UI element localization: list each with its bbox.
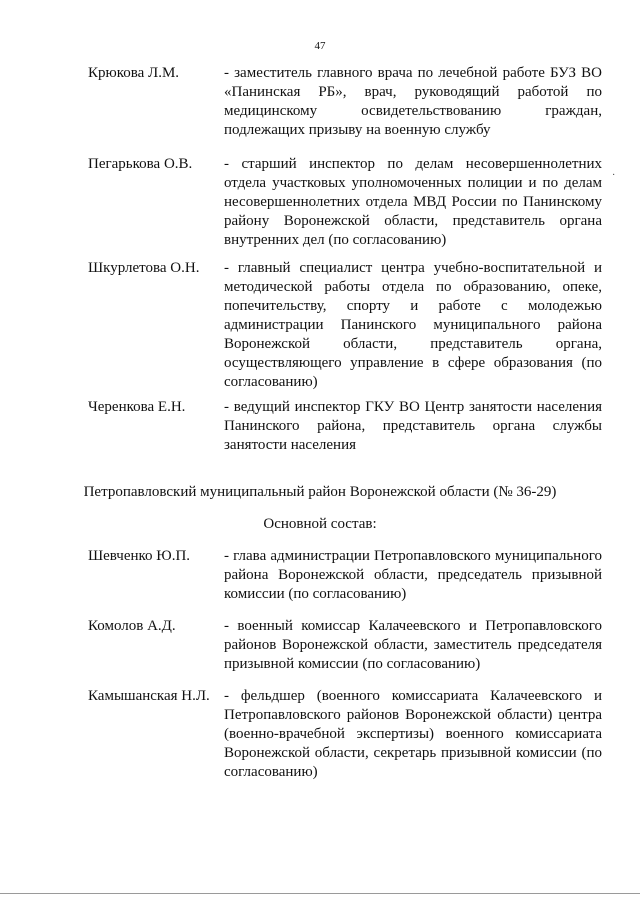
member-name: Камышанская Н.Л. [88,688,210,704]
page-number: 47 [314,40,326,52]
member-name: Комолов А.Д. [88,618,176,634]
section-subtitle: Основной состав: [263,516,377,532]
member-name: Черенкова Е.Н. [88,399,186,415]
member-name: Крюкова Л.М. [88,65,180,81]
member-description: - главный специалист центра учебно-воспитательной и методической работы отдела по образованию, опеке, попечительству, спорту и работе с молодежью администрации Панинского муниципального района Воронежской области, представитель органа, осуществляющего управление в сфере образования (по согласованию) [224,260,602,390]
member-name: Шевченко Ю.П. [88,548,191,564]
member-description: - военный комиссар Калачеевского и Петропавловского районов Воронежской области, заместитель председателя призывной комиссии (по согласованию) [224,618,602,672]
scan-bottom-line [0,893,640,894]
section-title: Петропавловский муниципальный район Воронежской области (№ 36-29) [83,484,557,500]
member-name: Шкурлетова О.Н. [88,260,200,276]
member-description: - старший инспектор по делам несовершеннолетних отдела участковых уполномоченных полиции и по делам несовершеннолетних отдела МВД России по Панинскому району Воронежской области, представитель органа внутренних дел (по согласованию) [224,156,602,248]
member-description: - фельдшер (военного комиссариата Калачеевского и Петропавловского районов Воронежской области) центра (военно-врачебной экспертизы) военного комиссариата Воронежской области, секретарь призывной комиссии (по согласованию) [224,688,602,780]
member-description: - ведущий инспектор ГКУ ВО Центр занятости населения Панинского района, представитель органа службы занятости населения [224,399,602,453]
member-description: - глава администрации Петропавловского муниципального района Воронежской области, председатель призывной комиссии (по согласованию) [224,548,602,602]
scan-speck: · [612,170,616,181]
member-description: - заместитель главного врача по лечебной работе БУЗ ВО «Панинская РБ», врач, руководящий работой по медицинскому освидетельствованию граждан, подлежащих призыву на военную службу [224,65,602,138]
member-name: Пегарькова О.В. [88,156,193,172]
